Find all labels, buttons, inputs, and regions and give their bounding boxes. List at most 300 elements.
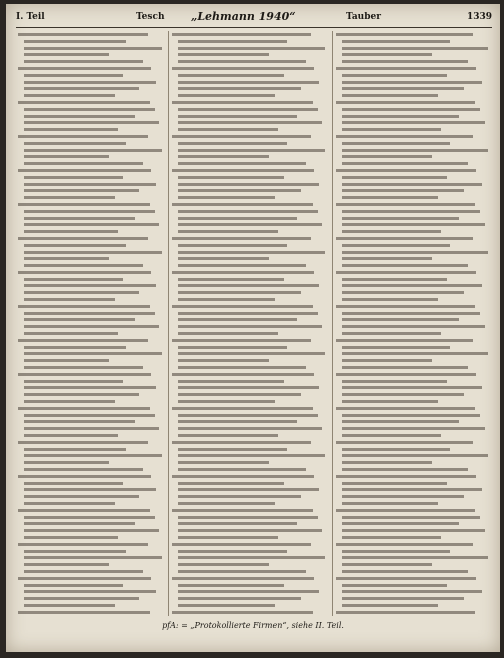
directory-entry	[336, 215, 492, 222]
directory-entry	[336, 235, 492, 242]
directory-entry	[336, 500, 492, 507]
entry-print-line	[336, 373, 476, 376]
entry-print-line	[178, 482, 284, 485]
directory-entry	[18, 466, 166, 473]
directory-entry	[172, 228, 330, 235]
directory-entry	[336, 568, 492, 575]
entry-print-line	[342, 529, 485, 532]
entry-print-line	[178, 121, 322, 124]
entry-print-line	[24, 380, 123, 383]
entry-print-line	[342, 448, 450, 451]
directory-entry	[336, 527, 492, 534]
entry-print-line	[24, 298, 115, 301]
entry-print-line	[24, 359, 109, 362]
directory-entry	[172, 568, 330, 575]
entry-print-line	[178, 53, 269, 56]
entry-print-line	[24, 366, 143, 369]
entry-print-line	[24, 291, 139, 294]
directory-entry	[336, 337, 492, 344]
entry-print-line	[342, 251, 488, 254]
entry-print-line	[178, 74, 284, 77]
directory-entry	[18, 405, 166, 412]
directory-entry	[336, 147, 492, 154]
directory-entry	[336, 92, 492, 99]
directory-entry	[172, 45, 330, 52]
directory-entry	[336, 520, 492, 527]
entry-print-line	[178, 162, 306, 165]
entry-print-line	[172, 509, 313, 512]
directory-entry	[336, 201, 492, 208]
entry-print-line	[336, 543, 473, 546]
directory-entry	[172, 452, 330, 459]
directory-entry	[18, 85, 166, 92]
entry-print-line	[24, 81, 156, 84]
entry-print-line	[342, 244, 450, 247]
entry-print-line	[342, 536, 441, 539]
entry-print-line	[336, 237, 473, 240]
entry-print-line	[342, 230, 441, 233]
directory-entry	[172, 126, 330, 133]
directory-entry	[172, 500, 330, 507]
directory-entry	[18, 221, 166, 228]
entry-print-line	[24, 414, 155, 417]
entry-print-line	[24, 454, 162, 457]
directory-entry	[172, 412, 330, 419]
entry-print-line	[342, 264, 468, 267]
entry-print-line	[172, 373, 314, 376]
directory-entry	[18, 554, 166, 561]
directory-entry	[18, 269, 166, 276]
directory-entry	[18, 534, 166, 541]
directory-entry	[172, 181, 330, 188]
entry-print-line	[24, 244, 126, 247]
entry-print-line	[24, 115, 135, 118]
directory-entry	[18, 126, 166, 133]
entry-print-line	[336, 407, 475, 410]
directory-entry	[18, 595, 166, 602]
directory-entry	[336, 187, 492, 194]
directory-entry	[18, 323, 166, 330]
directory-entry	[18, 65, 166, 72]
entry-print-line	[24, 325, 159, 328]
directory-entry	[172, 113, 330, 120]
directory-entry	[172, 439, 330, 446]
entry-print-line	[24, 427, 159, 430]
directory-entry	[18, 147, 166, 154]
directory-entry	[18, 398, 166, 405]
directory-entry	[18, 446, 166, 453]
entry-print-line	[178, 359, 269, 362]
directory-entry	[172, 520, 330, 527]
directory-entry	[172, 432, 330, 439]
entry-print-line	[24, 189, 139, 192]
entry-print-line	[342, 468, 468, 471]
entry-print-line	[342, 284, 482, 287]
entry-print-line	[24, 210, 155, 213]
directory-entry	[172, 561, 330, 568]
directory-entry	[336, 208, 492, 215]
directory-entry	[172, 398, 330, 405]
directory-entry	[18, 208, 166, 215]
directory-entry	[172, 153, 330, 160]
directory-entry	[18, 500, 166, 507]
entry-print-line	[172, 611, 313, 614]
entry-print-line	[342, 81, 482, 84]
directory-entry	[336, 391, 492, 398]
directory-entry	[172, 289, 330, 296]
entry-print-line	[336, 305, 475, 308]
directory-entry	[172, 208, 330, 215]
entry-print-line	[336, 101, 475, 104]
entry-print-line	[178, 176, 284, 179]
directory-entry	[18, 432, 166, 439]
directory-entry	[336, 133, 492, 140]
entry-print-line	[342, 346, 450, 349]
entry-print-line	[178, 563, 269, 566]
entry-print-line	[24, 60, 143, 63]
directory-entry	[172, 140, 330, 147]
directory-entry	[18, 384, 166, 391]
entry-print-line	[342, 149, 488, 152]
entry-print-line	[172, 339, 311, 342]
directory-entry	[172, 58, 330, 65]
entry-print-line	[178, 81, 319, 84]
entry-print-line	[178, 584, 284, 587]
directory-entry	[336, 323, 492, 330]
directory-page	[6, 4, 500, 652]
entry-print-line	[178, 196, 275, 199]
entry-print-line	[24, 183, 156, 186]
entry-print-line	[24, 128, 118, 131]
directory-entry	[336, 486, 492, 493]
directory-entry	[172, 588, 330, 595]
directory-entry	[336, 45, 492, 52]
entry-print-line	[178, 115, 297, 118]
entry-print-line	[342, 312, 480, 315]
directory-entry	[336, 269, 492, 276]
entry-print-line	[24, 488, 156, 491]
entry-print-line	[178, 550, 287, 553]
directory-entry	[18, 378, 166, 385]
directory-entry	[18, 486, 166, 493]
directory-entry	[336, 514, 492, 521]
directory-entry	[336, 58, 492, 65]
directory-entry	[336, 99, 492, 106]
entry-print-line	[178, 386, 319, 389]
entry-print-line	[24, 597, 139, 600]
entry-print-line	[342, 563, 432, 566]
directory-entry	[18, 507, 166, 514]
entry-print-line	[18, 203, 150, 206]
entry-print-line	[24, 420, 135, 423]
directory-entry	[172, 384, 330, 391]
directory-entry	[172, 235, 330, 242]
entry-print-line	[24, 121, 159, 124]
entry-print-line	[24, 257, 109, 260]
entry-print-line	[336, 135, 473, 138]
entry-print-line	[342, 495, 464, 498]
entry-print-line	[342, 522, 459, 525]
directory-entry	[172, 541, 330, 548]
directory-entry	[336, 119, 492, 126]
directory-entry	[18, 452, 166, 459]
entry-print-line	[178, 284, 319, 287]
directory-entry	[172, 575, 330, 582]
entry-print-line	[178, 291, 301, 294]
entry-print-line	[178, 454, 325, 457]
directory-entry	[18, 344, 166, 351]
entry-print-line	[24, 529, 159, 532]
entry-print-line	[342, 488, 482, 491]
directory-entry	[18, 527, 166, 534]
entry-print-line	[24, 570, 143, 573]
entry-print-line	[342, 217, 459, 220]
directory-entry	[172, 418, 330, 425]
directory-entry	[172, 269, 330, 276]
directory-entry	[18, 31, 166, 38]
directory-entry	[18, 480, 166, 487]
entry-print-line	[18, 169, 151, 172]
entry-print-line	[24, 196, 115, 199]
directory-entry	[18, 194, 166, 201]
entry-print-line	[336, 169, 476, 172]
entry-print-line	[24, 40, 126, 43]
entry-print-line	[24, 142, 126, 145]
directory-entry	[172, 167, 330, 174]
directory-entry	[172, 344, 330, 351]
entry-print-line	[24, 217, 135, 220]
directory-entry	[336, 473, 492, 480]
entry-print-line	[24, 312, 155, 315]
directory-entry	[18, 588, 166, 595]
directory-entry	[336, 588, 492, 595]
entry-print-line	[178, 108, 318, 111]
entry-print-line	[342, 94, 438, 97]
directory-entry	[172, 187, 330, 194]
entry-print-line	[342, 162, 468, 165]
entry-print-line	[342, 482, 447, 485]
entry-print-line	[178, 189, 301, 192]
entry-print-line	[342, 427, 485, 430]
directory-entry	[172, 31, 330, 38]
directory-entry	[336, 249, 492, 256]
entry-column-2	[172, 31, 330, 616]
entry-print-line	[342, 74, 447, 77]
directory-entry	[336, 174, 492, 181]
entry-print-line	[24, 536, 118, 539]
directory-entry	[172, 514, 330, 521]
entry-print-line	[24, 284, 156, 287]
entry-print-line	[342, 550, 450, 553]
entry-print-line	[24, 149, 162, 152]
entry-print-line	[342, 332, 441, 335]
directory-entry	[172, 609, 330, 616]
directory-entry	[336, 350, 492, 357]
entry-print-line	[178, 393, 301, 396]
entry-print-line	[336, 509, 475, 512]
entry-print-line	[178, 251, 325, 254]
entry-print-line	[178, 318, 297, 321]
entry-print-line	[172, 271, 314, 274]
entry-print-line	[342, 60, 468, 63]
entry-print-line	[178, 264, 306, 267]
entry-print-line	[24, 155, 109, 158]
directory-entry	[18, 201, 166, 208]
entry-print-line	[18, 67, 151, 70]
entry-print-line	[24, 176, 123, 179]
directory-entry	[336, 425, 492, 432]
entry-print-line	[178, 47, 325, 50]
directory-entry	[18, 160, 166, 167]
directory-entry	[18, 167, 166, 174]
directory-entry	[172, 133, 330, 140]
entry-print-line	[18, 305, 150, 308]
entry-column-1	[18, 31, 166, 616]
directory-entry	[18, 296, 166, 303]
publication-title: „Lehmann 1940“	[191, 10, 296, 23]
directory-entry	[172, 262, 330, 269]
directory-entry	[18, 181, 166, 188]
directory-entry	[172, 473, 330, 480]
directory-entry	[172, 65, 330, 72]
entry-print-line	[342, 584, 447, 587]
directory-entry	[336, 316, 492, 323]
directory-entry	[336, 602, 492, 609]
entry-print-line	[342, 47, 488, 50]
directory-entry	[18, 45, 166, 52]
entry-print-line	[342, 121, 485, 124]
directory-entry	[336, 262, 492, 269]
entry-print-line	[342, 393, 464, 396]
entry-print-line	[342, 128, 441, 131]
entry-print-line	[24, 264, 143, 267]
directory-entry	[336, 609, 492, 616]
entry-print-line	[18, 407, 150, 410]
directory-entry	[172, 160, 330, 167]
entry-print-line	[342, 570, 468, 573]
entry-print-line	[178, 223, 322, 226]
entry-print-line	[342, 291, 464, 294]
entry-print-line	[178, 352, 325, 355]
directory-entry	[336, 38, 492, 45]
directory-entry	[336, 65, 492, 72]
entry-print-line	[24, 278, 123, 281]
header-rule	[16, 27, 492, 28]
directory-entry	[18, 92, 166, 99]
directory-entry	[172, 323, 330, 330]
entry-print-line	[24, 386, 156, 389]
entry-print-line	[172, 101, 313, 104]
directory-entry	[18, 72, 166, 79]
entry-print-line	[24, 108, 155, 111]
entry-print-line	[178, 502, 275, 505]
entry-print-line	[24, 468, 143, 471]
entry-print-line	[24, 352, 162, 355]
directory-entry	[18, 391, 166, 398]
entry-print-line	[24, 563, 109, 566]
entry-print-line	[24, 230, 118, 233]
entry-print-line	[342, 386, 482, 389]
directory-entry	[172, 310, 330, 317]
directory-entry	[18, 276, 166, 283]
entry-print-line	[24, 604, 115, 607]
entry-print-line	[18, 135, 148, 138]
directory-entry	[336, 296, 492, 303]
directory-entry	[172, 548, 330, 555]
entry-print-line	[24, 393, 139, 396]
directory-entry	[336, 582, 492, 589]
entry-print-line	[24, 495, 139, 498]
directory-entry	[172, 296, 330, 303]
entry-print-line	[172, 475, 314, 478]
page-number: 1339	[466, 12, 492, 22]
directory-entry	[336, 303, 492, 310]
entry-print-line	[336, 577, 476, 580]
entry-print-line	[18, 509, 150, 512]
entry-print-line	[24, 74, 123, 77]
directory-entry	[336, 541, 492, 548]
directory-entry	[172, 85, 330, 92]
entry-print-line	[178, 217, 297, 220]
directory-entry	[172, 595, 330, 602]
directory-entry	[18, 249, 166, 256]
entry-print-line	[178, 60, 306, 63]
directory-entry	[18, 58, 166, 65]
entry-print-line	[178, 142, 287, 145]
entry-print-line	[178, 332, 278, 335]
entry-print-line	[172, 577, 314, 580]
directory-entry	[336, 384, 492, 391]
directory-entry	[18, 303, 166, 310]
page-header	[16, 10, 492, 26]
entry-print-line	[24, 502, 115, 505]
directory-entry	[18, 51, 166, 58]
directory-entry	[18, 575, 166, 582]
directory-entry	[18, 337, 166, 344]
directory-entry	[172, 527, 330, 534]
entry-print-line	[24, 332, 118, 335]
directory-entry	[172, 51, 330, 58]
directory-entry	[336, 480, 492, 487]
directory-entry	[336, 72, 492, 79]
directory-entry	[18, 439, 166, 446]
directory-entry	[172, 215, 330, 222]
entry-print-line	[178, 461, 269, 464]
entry-print-line	[342, 604, 438, 607]
directory-entry	[18, 235, 166, 242]
entry-print-line	[342, 40, 450, 43]
entry-print-line	[336, 339, 473, 342]
directory-entry	[336, 561, 492, 568]
entry-print-line	[178, 488, 319, 491]
directory-entry	[172, 425, 330, 432]
entry-print-line	[178, 448, 287, 451]
directory-entry	[18, 79, 166, 86]
directory-entry	[18, 133, 166, 140]
directory-entry	[18, 330, 166, 337]
directory-entry	[172, 554, 330, 561]
directory-entry	[172, 480, 330, 487]
directory-entry	[172, 255, 330, 262]
entry-print-line	[342, 142, 450, 145]
entry-print-line	[24, 590, 156, 593]
entry-print-line	[172, 169, 314, 172]
entry-print-line	[24, 434, 118, 437]
entry-print-line	[24, 346, 126, 349]
directory-entry	[172, 147, 330, 154]
entry-print-line	[178, 155, 269, 158]
directory-entry	[336, 160, 492, 167]
